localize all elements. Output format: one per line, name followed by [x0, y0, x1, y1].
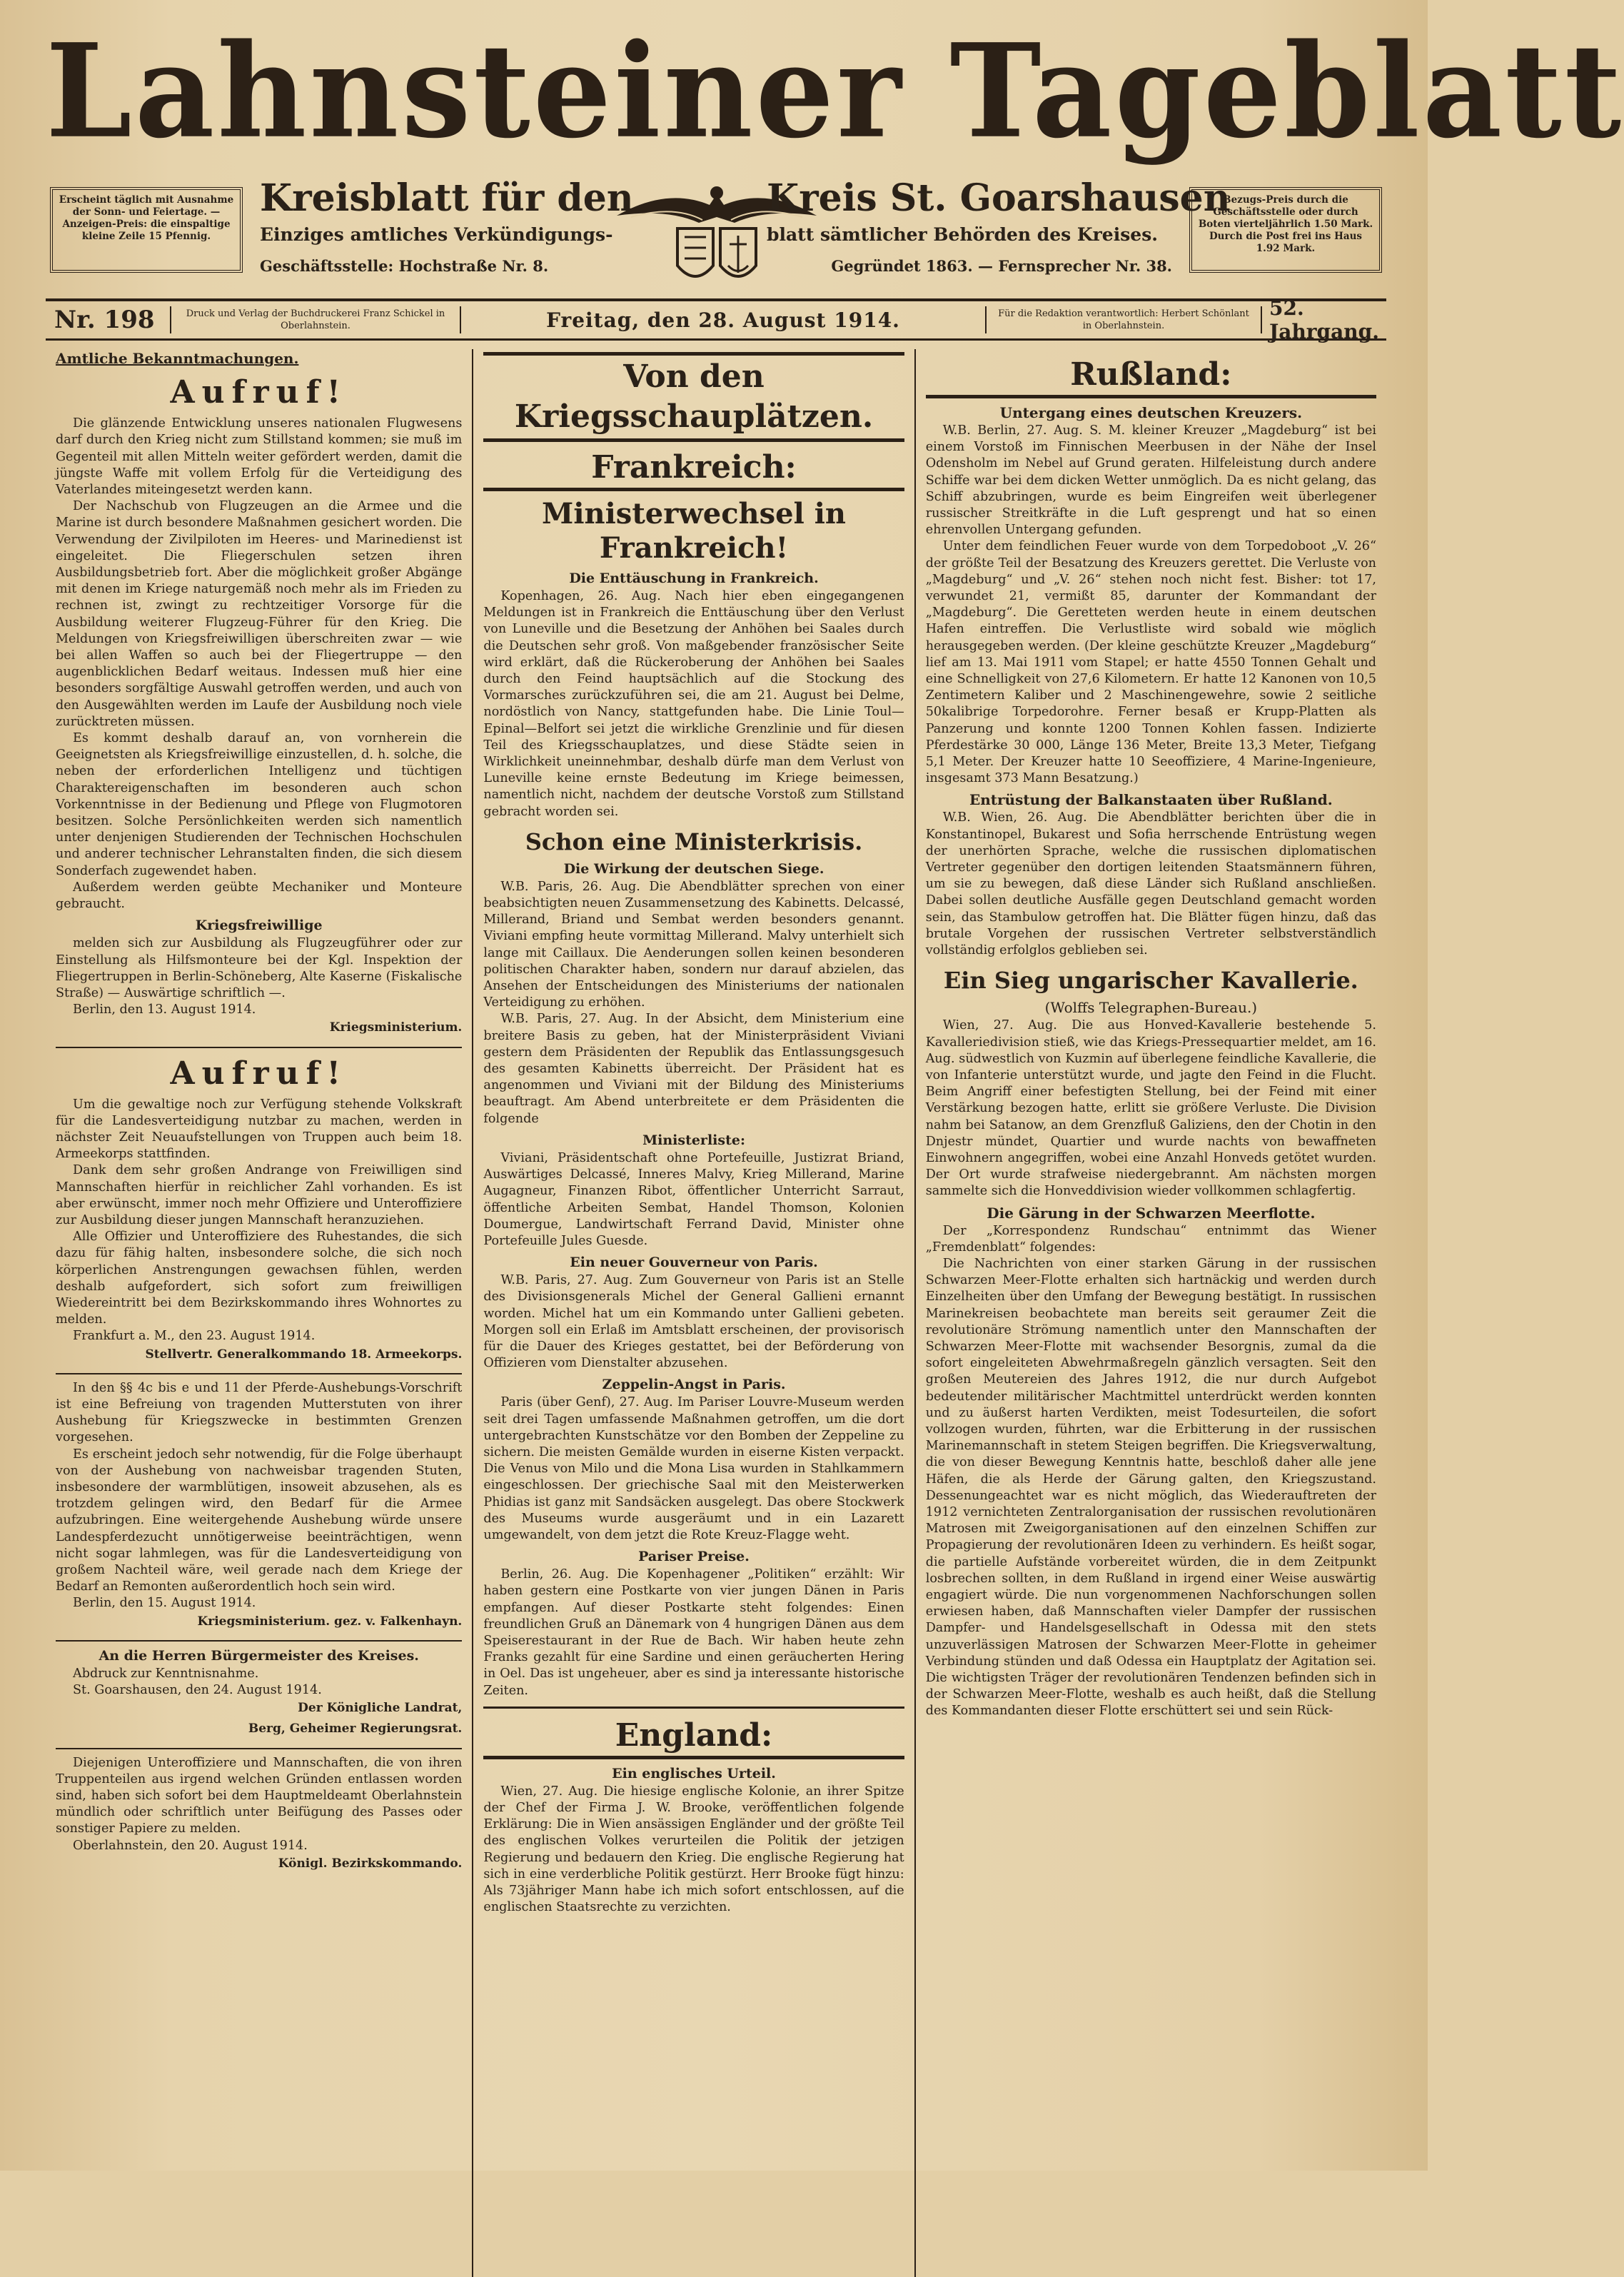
official-heading: Amtliche Bekanntmachungen. — [56, 350, 299, 367]
subscription-box-left: Erscheint täglich mit Ausnahme der Sonn- und Feiertage. — Anzeigen-Preis: die einspaltige kleine Zeile 15 Pfennig. — [50, 187, 243, 273]
paragraph: Kopenhagen, 26. Aug. Nach hier eben eingegangenen Meldungen ist in Frankreich die Enttäuschung über den Verlust von Luneville und die Besetzung der Anhöhen bei Saales durch die Deutschen sehr groß. Von maßgebender französischer Seite wird erklärt, daß die Rückeroberung der Anhöhen bei Saales durch den Feind hauptsächlich auf die Stockung des Vormarsches zurückzuführen sei, die am 21. August bei Delme, nordöstlich von Nancy, stattgefunden habe. Die Linie Toul—Epinal—Belfort sei jetzt die wirkliche Grenzlinie und für diesen Teil des Kriegsschauplatzes, und diese Städte seien in Wirklichkeit uneinnehmbar, deshalb dürfe man dem Verlust von Luneville keine ernste Bedeutung im Kriege beimessen, namentlich nicht, nachdem der deutsche Vorstoß zum Stillstand gebracht worden sei. — [483, 589, 904, 819]
war-heading: Von den Kriegsschauplätzen. — [514, 358, 874, 435]
enttaeuschung-title: Die Enttäuschung in Frankreich. — [569, 570, 819, 586]
paragraph: Viviani, Präsidentschaft ohne Portefeuille, Justizrat Briand, Auswärtiges Delcassé, Inneres Malvy, Krieg Millerand, Marine Augagneur, Finanzen Ribot, öffentlicher Unterricht Sarraut, öffentliche Arbeiten Sembat, Handel Thomson, Kolonien Doumergue, Landwirtschaft Ferrand David, Minister ohne Portefeuille Jules Guesde. — [483, 1150, 904, 1248]
issue-date: Freitag, den 28. August 1914. — [461, 306, 987, 333]
section-england: England: — [483, 1716, 904, 1759]
preise-title: Pariser Preise. — [638, 1549, 750, 1565]
dateline-text: Berlin, den 15. August 1914. — [73, 1596, 256, 1611]
paragraph: Unter dem feindlichen Feuer wurde von dem Torpedoboot „V. 26“ der größte Teil der Besatzung des Kreuzers gerettet. Die Verluste von „Magdeburg“ und „V. 26“ stehen noch nicht fest. Bisher: tot 17, verwundet 21, vermißt 85, darunter der Kommandant der „Magdeburg“. Die Geretteten werden heute in einem deutschen Hafen eintreffen. Die Verlustliste wird sobald wie möglich herausgegeben werden. (Der kleine geschützte Kreuzer „Magdeburg“ lief am 13. Mai 1911 vom Stapel; er hatte 4550 Tonnen Gehalt und eine Schnelligkeit von 27,6 Kilometern. Er hatte 12 Kanonen von 10,5 Zentimetern Kaliber und 2 Maschinengewehre, sowie 2 seitliche 50kalibrige Torpedorohre. Ferner besaß er Krupp-Platten als Panzerung und konnte 1200 Tonnen Kohlen fassen. Indizierte Pferdestärke 30 000, Länge 136 Meter, Breite 13,3 Meter, Tiefgang 5,1 Meter. Der Kreuzer hatte 10 Seeoffiziere, 4 Marine-Ingenieure, insgesamt 373 Mann Besatzung.) — [925, 539, 1376, 786]
ministerliste-title: Ministerliste: — [642, 1132, 745, 1148]
kavallerie-title: Ein Sieg ungarischer Kavallerie. — [943, 967, 1358, 995]
paragraph: Die Nachrichten von einer starken Gärung in der russischen Schwarzen Meer-Flotte erhalten sich hartnäckig und werden durch Einzelheiten über den Umfang der Bewegung bestätigt. In russischen Marinekreisen beobachtete man bereits seit geraumer Zeit die revolutionäre Strömung namentlich unter den Mannschaften der Schwarzen Meer-Flotte mit wachsender Besorgnis, zumal da die sofort eingeleiteten Abwehrmaßregeln gänzlich versagten. Seit den großen Meutereien des Jahres 1912, die nur durch Aufgebot bedeutender militärischer Machtmittel unterdrückt werden konnten und zu äußerst harten Verdikten, meist Todesurteilen, die sofort vollzogen wurden, führten, war die Erbitterung in der russischen Marinemannschaft in stetem Steigen begriffen. Die Kriegsverwaltung, die von dieser Bewegung Kenntnis hatte, beschloß daher alle jene Häfen, die als Herde der Gärung galten, den Kriegszustand. Dessenungeachtet war es nicht möglich, das Wiederauftreten der 1912 vernichteten Zentralorganisation der russischen revolutionären Matrosen mit Zweigorganisationen auf den einzelnen Schiffen zur Propagierung der revolutionären Ideen zu verhindern. Es heißt sogar, die partielle Aufstände vorbereitet würden, die in dem Zeitpunkt losbrechen sollten, in dem Rußland in irgend einer Weise auswärtig engagiert würde. Die nun vorgenommenen Nachforschungen sollen erwiesen haben, daß Mannschaften vieler Dampfer der russischen Dampfer- und Handelsgesellschaft in Odessa mit den stets unzuverlässigen Matrosen der Schwarzen Meer-Flotte in geheimer Verbindung stünden und daß Odessa ein Hauptplatz der Agitation sei. Die wichtigsten Träger der revolutionären Tendenzen befinden sich in der Schwarzen Meer-Flotte, weshalb es auch heißt, daß die Stellung des Kommandanten dieser Flotte erschüttert sei und sein Rück- — [925, 1256, 1376, 1719]
paragraph: Wien, 27. Aug. Die aus Honved-Kavallerie bestehende 5. Kavalleriedivision stieß, wie das Kriegs-Pressequartier meldet, am 16. Aug. südwestlich von Kuzmin auf überlegene feindliche Kavallerie, die von Infanterie unterstützt wurde, und jagte den Feind in die Flucht. Beim Angriff einer befestigten Stellung, bei der Feind mit einer Verstärkung bezogen hatte, erlitt sie größere Verluste. Die Division nahm bei Satanow, an dem Grenzfluß Galiziens, den der Chotin in den Dnjestr mündet, Quartier und wurde nachts von bewaffneten Einwohnern angegriffen, wobei eine Anzahl Honveds getötet wurden. Der Ort wurde strafweise niedergebrannt. Am nächsten morgen sammelte sich die Honveddivision wieder vollkommen schlagfertig. — [925, 1018, 1376, 1199]
paragraph: W.B. Paris, 27. Aug. Zum Gouverneur von Paris ist an Stelle des Divisionsgenerals Michel der General Gallieni ernannt worden. Michel hat um ein Kommando unter Gallieni gebeten. Morgen soll ein Erlaß im Amtsblatt erscheinen, der provisorisch für die Dauer des Krieges gestattet, bei der Beförderung von Offizieren vom Dienstalter abzusehen. — [483, 1273, 904, 1371]
zeppelin-title: Zeppelin-Angst in Paris. — [602, 1377, 786, 1393]
paragraph: Der Nachschub von Flugzeugen an die Armee und die Marine ist durch besondere Maßnahmen gesichert worden. Die Verwendung der Zivilpiloten im Heeres- und Marinedienst ist eingeleitet. Die Fliegerschulen setzen ihren Ausbildungsbetrieb fort. Aber die möglichkeit großer Abgänge mit denen im Kriege naturgemäß noch mehr als im Frieden zu rechnen ist, zwingt zu rechtzeitiger Vorsorge für die Ausbildung weiterer Flugzeug-Führer für den Krieg. Die Meldungen von Kriegsfreiwilligen überschreiten zwar — wie bei allen Waffen so auch bei der Fliegertruppe — den augenblicklichen Bedarf weitaus. Indessen muß hier eine besonders sorgfältige Auswahl getroffen werden, und auch von den Ausgewählten werden im Laufe der Ausbildung noch viele zurücktreten müssen. — [56, 499, 463, 729]
paragraph: Wien, 27. Aug. Die hiesige englische Kolonie, an ihrer Spitze der Chef der Firma J. W. Brooke, veröffentlichen folgende Erklärung: Die in Wien ansässigen Engländer und der größte Teil des englischen Volkes verurteilen die Politik der jetzigen Regierung und bedauern den Krieg. Die englische Regierung hat sich in eine verderbliche Politik gestürzt. Herr Brooke fügt hinzu: Als 73jähriger Mann habe ich mich sofort entschlossen, auf die englischen Staatsrechte zu verzichten. — [483, 1784, 904, 1915]
column-war-news — [473, 349, 915, 2277]
column-official — [46, 349, 473, 2277]
dateline-text: Frankfurt a. M., den 23. August 1914. — [73, 1329, 316, 1344]
aufruf-title-2: Aufruf! — [170, 1055, 348, 1092]
kreisblatt-right: Kreis St. Goarshausen — [767, 176, 1231, 220]
dateline-bar — [46, 298, 1386, 341]
paragraph: melden sich zur Ausbildung als Flugzeugführer oder zur Einstellung als Hilfsmonteure bei der Kgl. Inspektion der Fliegertruppen in Berlin-Schöneberg, Alte Kaserne (Fiskalische Straße) — Auswärtige schriftlich —. — [56, 936, 463, 1000]
issue-number: Nr. 198 — [46, 306, 171, 333]
founded-phone: Gegründet 1863. — Fernsprecher Nr. 38. — [831, 257, 1172, 275]
buergermeister-heading: An die Herren Bürgermeister des Kreises. — [99, 1647, 419, 1664]
divider — [483, 1707, 904, 1709]
paragraph: W.B. Wien, 26. Aug. Die Abendblätter berichten über die in Konstantinopel, Bukarest und Sofia herrschende Entrüstung wegen der unerhörten Sprache, welche die russischen diplomatischen Vertreter gegenüber den dortigen leitenden Staatsmännern führen, um sie zu bewegen, daß diese Länder sich Rußland anschließen. Dabei sollen deutliche Ausfälle gegen Deutschland gemacht worden sein, das Stambulow getroffen hat. Die Blätter fügen hinzu, daß das brutale Vorgehen der russischen Vertreter selbstverständlich vollständig erfolglos geblieben sei. — [925, 810, 1376, 958]
balkan-title: Entrüstung der Balkanstaaten über Rußland. — [969, 791, 1333, 809]
paragraph: In den §§ 4c bis e und 11 der Pferde-Aushebungs-Vorschrift ist eine Befreiung von tragenden Mutterstuten von ihrer Aushebung für Kriegszwecke in bestimmten Grenzen vorgesehen. — [56, 1380, 463, 1445]
paragraph: Außerdem werden geübte Mechaniker und Monteure gebraucht. — [56, 880, 463, 912]
verkuendigung-right: blatt sämtlicher Behörden des Kreises. — [767, 224, 1158, 245]
divider — [56, 1640, 462, 1642]
signature: Königl. Bezirkskommando. — [278, 1856, 463, 1871]
printer-info: Druck und Verlag der Buchdruckerei Franz Schickel in Oberlahnstein. — [171, 306, 461, 333]
paragraph: Es erscheint jedoch sehr notwendig, für die Folge überhaupt von der Aushebung von nachweisbar tragenden Stuten, insbesondere der warmblütigen, insoweit abzusehen, als es trotzdem gelingen wird, den Bedarf für die Armee aufzubringen. Eine weitergehende Aushebung würde unsere Landespferdezucht unnötigerweise beeinträchtigen, wenn nicht sogar lahmlegen, was für die Landesverteidigung von großem Nachteil wäre, weil gerade nach dem Kriege der Bedarf an Remonten außerordentlich hoch sein wird. — [56, 1447, 463, 1594]
paragraph: Der „Korrespondenz Rundschau“ entnimmt das Wiener „Fremdenblatt“ folgendes: — [925, 1223, 1376, 1255]
paragraph: Abdruck zur Kenntnisnahme. — [73, 1666, 259, 1681]
divider — [56, 1047, 462, 1048]
aufruf-title-1: Aufruf! — [170, 374, 348, 411]
editor-info: Für die Redaktion verantwortlich: Herbert Schönlant in Oberlahnstein. — [987, 306, 1262, 333]
kavallerie-source: (Wolffs Telegraphen-Bureau.) — [1044, 999, 1258, 1017]
wirkung-title: Die Wirkung der deutschen Siege. — [563, 860, 824, 877]
signature: Stellvertr. Generalkommando 18. Armeekorps. — [145, 1347, 463, 1362]
paragraph: W.B. Berlin, 27. Aug. S. M. kleiner Kreuzer „Magdeburg“ ist bei einem Vorstoß im Finnischen Meerbusen in der Nähe der Insel Odensholm im Nebel auf Grund geraten. Hilfeleistung durch andere Schiffe war bei dem dicken Wetter unmöglich. Da es nicht gelang, das Schiff abzubringen, wurde es beim Eingreifen weit überlegener russischer Streitkräfte in die Luft gesprengt und hat so einen ehrenvollen Untergang gefunden. — [925, 423, 1376, 538]
paragraph: Alle Offizier und Unteroffiziere des Ruhestandes, die sich dazu für fähig halten, insbesondere solche, die sich noch körperlichen Anstrengungen gewachsen fühlen, werden deshalb aufgefordert, sich sofort zum freiwilligen Wiedereintritt bei dem Bezirkskommando ihres Wohnortes zu melden. — [56, 1230, 463, 1327]
subscription-box-right: Bezugs-Preis durch die Geschäftsstelle oder durch Boten vierteljährlich 1.50 Mark. Durch die Post frei ins Haus 1.92 Mark. — [1189, 187, 1382, 273]
subhead — [46, 173, 1386, 294]
dateline-text: Oberlahnstein, den 20. August 1914. — [73, 1838, 308, 1853]
ministerkrisis-title: Schon eine Ministerkrisis. — [525, 828, 863, 855]
signature: Der Königliche Landrat, — [298, 1701, 463, 1716]
ministerwechsel-title: Ministerwechsel in Frankreich! — [542, 497, 847, 565]
masthead-title: Lahnsteiner Tageblatt — [46, 14, 1624, 167]
section-russland: Rußland: — [926, 355, 1376, 398]
volume-year: 52. Jahrgang. — [1269, 296, 1379, 343]
war-heading-box — [483, 352, 904, 442]
divider — [56, 1373, 462, 1374]
kreisblatt-left: Kreisblatt für den — [260, 176, 634, 220]
paragraph: Berlin, 26. Aug. Die Kopenhagener „Politiken“ erzählt: Wir haben gestern eine Postkarte von vier jungen Dänen in Paris empfangen. Auf dieser Postkarte steht folgendes: Einen freundlichen Gruß an Dänemark von 4 hungrigen Dänen aus dem Speiserestaurant in der Rue de Bach. Wir haben heute zehn Franks gezahlt für eine Sardine und einen geräucherten Hering in Oel. Das ist ungeheuer, aber es sind ja interessante historische Zeiten. — [483, 1567, 904, 1698]
article-columns — [46, 349, 1386, 2277]
paragraph: Es kommt deshalb darauf an, von vornherein die Geeignetsten als Kriegsfreiwillige einzustellen, d. h. solche, die neben der erforderlichen Intelligenz und tüchtigen Charaktereigenschaften im besonderen auch schon Vorkenntnisse in der Bedienung und Pflege von Flugmotoren besitzen. Solche Persönlichkeiten werden sich namentlich unter denjenigen Studierenden der Technischen Hochschulen und anderer technischer Lehranstalten finden, die sich diesem Sonderfach zugewendet haben. — [56, 731, 463, 878]
paragraph: Um die gewaltige noch zur Verfügung stehende Volkskraft für die Landesverteidigung nutzbar zu machen, werden in nächster Zeit Neuaufstellungen von Truppen auch beim 18. Armeekorps stattfinden. — [56, 1097, 463, 1162]
paragraph: Diejenigen Unteroffiziere und Mannschaften, die von ihren Truppenteilen aus irgend welchen Gründen entlassen worden sind, haben sich sofort bei dem Hauptmeldeamt Oberlahnstein mündlich oder schriftlich unter Beifügung des Passes oder sonstiger Papiere zu melden. — [56, 1755, 463, 1836]
signature: Kriegsministerium. gez. v. Falkenhayn. — [197, 1614, 463, 1629]
section-frankreich: Frankreich: — [483, 448, 904, 491]
signature: Kriegsministerium. — [329, 1020, 463, 1035]
column-russia — [916, 349, 1386, 2277]
divider — [56, 1748, 462, 1749]
office-address: Geschäftsstelle: Hochstraße Nr. 8. — [260, 257, 549, 275]
urteil-title: Ein englisches Urteil. — [612, 1765, 776, 1781]
gouverneur-title: Ein neuer Gouverneur von Paris. — [570, 1255, 818, 1271]
paragraph: Paris (über Genf), 27. Aug. Im Pariser Louvre-Museum werden seit drei Tagen umfassende Maßnahmen getroffen, um die dort untergebrachten Kunstschätze vor den Bomben der Zeppeline zu sichern. Die meisten Gemälde wurden in eiserne Kisten verpackt. Die Venus von Milo und die Mona Lisa wurden in Stahlkammern eingeschlossen. Der griechische Saal mit den Meisterwerken Phidias ist ganz mit Sandsäcken ausgelegt. Das obere Stockwerk des Museums wurde ausgeräumt und in ein Lazarett umgewandelt, von dem jetzt die Rote Kreuz-Flagge weht. — [483, 1395, 904, 1542]
gaerung-title: Die Gärung in der Schwarzen Meerflotte. — [987, 1204, 1316, 1222]
paragraph: W.B. Paris, 27. Aug. In der Absicht, dem Ministerium eine breitere Basis zu geben, hat der Ministerpräsident Viviani gestern dem Präsidenten der Republik das Entlassungsgesuch des gesamten Kabinetts überreicht. Der Präsident hat es angenommen und Viviani mit der Bildung des Ministeriums beauftragt. Am Abend unterbreitete er dem Präsidenten die folgende — [483, 1012, 904, 1126]
paragraph: W.B. Paris, 26. Aug. Die Abendblätter sprechen von einer beabsichtigten neuen Zusammensetzung des Kabinetts. Delcassé, Millerand, Briand und Sembat werden besonders genannt. Viviani empfing heute vormittag Millerand. Malvy unterhielt sich lange mit Caillaux. Die Aenderungen sollen keinen besonderen politischen Charakter haben, sondern nur darauf abzielen, das Ansehen der Entscheidungen des Ministeriums der nationalen Verteidigung zu erhöhen. — [483, 879, 904, 1010]
dateline-text: St. Goarshausen, den 24. August 1914. — [73, 1683, 322, 1698]
paragraph: Die glänzende Entwicklung unseres nationalen Flugwesens darf durch den Krieg nicht zum Stillstand kommen; sie muß im Gegenteil mit allen Mitteln weiter gefördert werden, damit die jüngste Waffe mit vollem Erfolg für die Verteidigung des Vaterlandes miteingesetzt werden kann. — [56, 416, 463, 498]
signature: Berg, Geheimer Regierungsrat. — [248, 1721, 463, 1736]
kriegsfreiwillige-heading: Kriegsfreiwillige — [195, 918, 323, 934]
dateline-text: Berlin, den 13. August 1914. — [73, 1002, 256, 1017]
paragraph: Dank dem sehr großen Andrange von Freiwilligen sind Mannschaften hierfür in reichlicher Zahl vorhanden. Es ist aber erwünscht, immer noch mehr Offiziere und Unteroffiziere zur Ausbildung dieser jungen Mannschaft heranzuziehen. — [56, 1163, 463, 1227]
verkuendigung-left: Einziges amtliches Verkündigungs- — [260, 224, 613, 245]
kreuzer-title: Untergang eines deutschen Kreuzers. — [999, 404, 1303, 421]
